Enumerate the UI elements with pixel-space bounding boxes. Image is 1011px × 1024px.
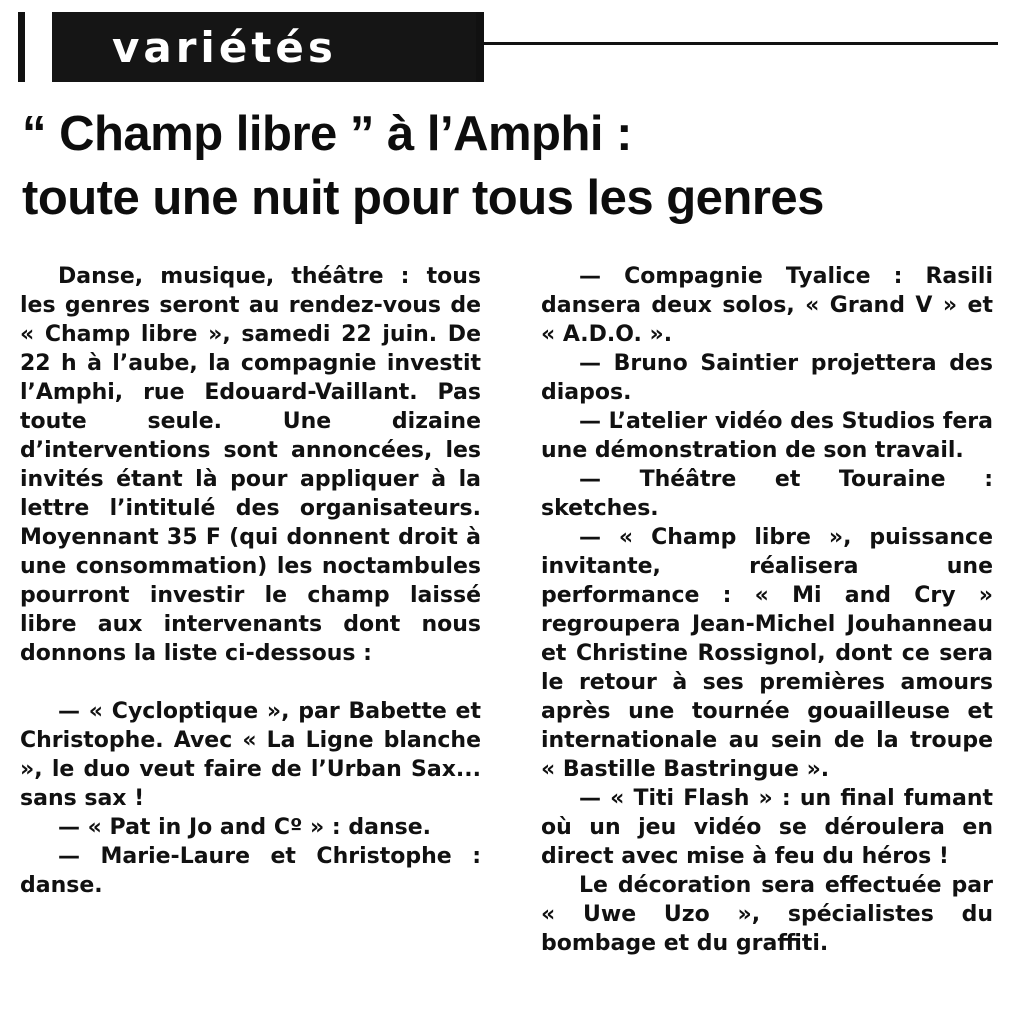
program-item-cycloptique: — « Cycloptique », par Babette et Christophe. Avec « La Ligne blanche », le duo veut faire de l’Urban Sax... sans sax ! [20,699,481,811]
rubric-left-rule [18,12,25,82]
closing-paragraph: Le décoration sera effectuée par « Uwe Uzo », spécialistes du bombage et du graffiti. [541,873,993,956]
section-rubric [52,12,476,82]
intro-paragraph: Danse, musique, théâtre : tous les genres seront au rendez-vous de « Champ libre », samedi 22 juin. De 22 h à l’aube, la compagnie investit l’Amphi, rue Edouard-Vaillant. Pas toute seule. Une dizaine d’interventions sont annoncées, les invités étant là pour appliquer à la lettre l’intitulé des organisateurs. Moyennant 35 F (qui donnent droit à une consommation) les noctambules pourront investir le champ laissé libre aux intervenants dont nous donnons la liste ci-dessous : [20,264,481,666]
program-item-tyalice: — Compagnie Tyalice : Rasili dansera deux solos, « Grand V » et « A.D.O. ». [541,264,993,347]
rubric-horizontal-rule [484,42,998,45]
program-item-atelier-video: — L’atelier vidéo des Studios fera une démonstration de son travail. [541,409,993,463]
rubric-right-rule [476,12,484,82]
headline-line-2: toute une nuit pour tous les genres [22,171,824,225]
program-item-champ-libre: — « Champ libre », puissance invitante, réalisera une performance : « Mi and Cry » regroupera Jean-Michel Jouhanneau et Christine Rossignol, dont ce sera le retour à ses premières amours après une tournée gouailleuse et internationale au sein de la troupe « Bastille Bastringue ». [541,525,993,782]
headline-line-1: “ Champ libre ” à l’Amphi : [22,107,632,161]
article-column-left [20,262,481,900]
program-item-pat-in-jo: — « Pat in Jo and Cº » : danse. [58,815,431,840]
article-headline [22,102,997,230]
program-item-titi-flash: — « Titi Flash » : un final fumant où un jeu vidéo se déroulera en direct avec mise à feu du héros ! [541,786,993,869]
section-rubric-label: variétés [112,22,337,72]
program-item-theatre-touraine: — Théâtre et Touraine : sketches. [541,467,993,521]
program-item-saintier: — Bruno Saintier projettera des diapos. [541,351,993,405]
article-column-right [541,262,993,958]
program-item-marie-laure: — Marie-Laure et Christophe : danse. [20,844,481,898]
